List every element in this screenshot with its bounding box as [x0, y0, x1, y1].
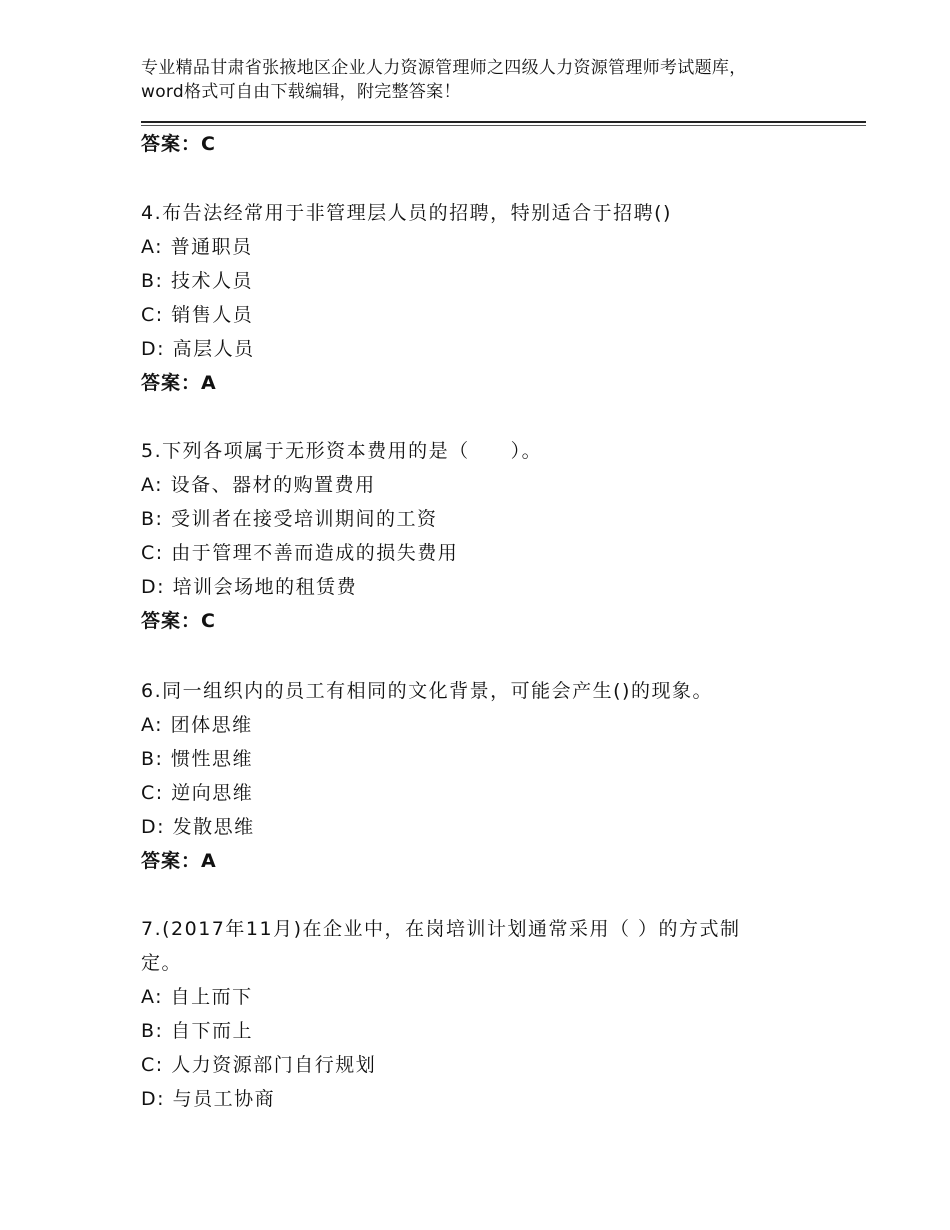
option-d: D: 培训会场地的租赁费 — [141, 576, 358, 598]
answer-line: 答案：C — [141, 610, 216, 632]
question-stem: 5.下列各项属于无形资本费用的是（ ）。 — [141, 440, 543, 462]
option-d: D: 与员工协商 — [141, 1088, 276, 1110]
option-b: B: 受训者在接受培训期间的工资 — [141, 508, 438, 530]
option-c: C: 销售人员 — [141, 304, 254, 326]
option-b: B: 技术人员 — [141, 270, 253, 292]
option-c: C: 逆向思维 — [141, 782, 254, 804]
header-divider-thin — [141, 125, 866, 126]
option-a: A: 团体思维 — [141, 714, 253, 736]
option-a: A: 普通职员 — [141, 236, 253, 258]
question-stem: 7.(2017年11月)在企业中，在岗培训计划通常采用（ ）的方式制定。 — [141, 918, 741, 974]
option-a: A: 自上而下 — [141, 986, 253, 1008]
option-d: D: 高层人员 — [141, 338, 255, 360]
option-c: C: 由于管理不善而造成的损失费用 — [141, 542, 459, 564]
question-stem: 6.同一组织内的员工有相同的文化背景，可能会产生()的现象。 — [141, 680, 713, 702]
answer-line: 答案：A — [141, 850, 217, 872]
header-divider-thick — [141, 121, 866, 123]
option-c: C: 人力资源部门自行规划 — [141, 1054, 377, 1076]
answer-line: 答案：A — [141, 372, 217, 394]
option-a: A: 设备、器材的购置费用 — [141, 474, 376, 496]
option-b: B: 惯性思维 — [141, 748, 253, 770]
question-stem: 4.布告法经常用于非管理层人员的招聘，特别适合于招聘() — [141, 202, 672, 224]
option-b: B: 自下而上 — [141, 1020, 253, 1042]
option-d: D: 发散思维 — [141, 816, 255, 838]
document-header-title: 专业精品甘肃省张掖地区企业人力资源管理师之四级人力资源管理师考试题库，word格式可自由下载编辑，附完整答案！ — [141, 58, 747, 102]
answer-line: 答案：C — [141, 133, 216, 155]
